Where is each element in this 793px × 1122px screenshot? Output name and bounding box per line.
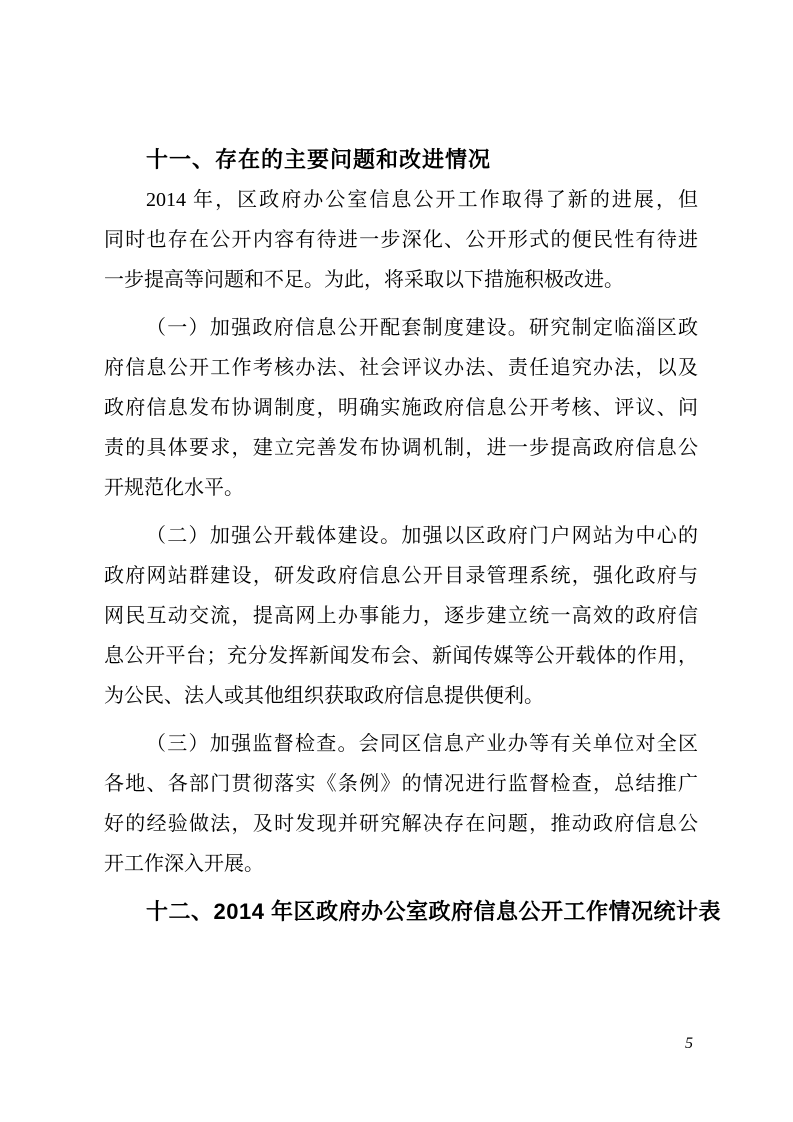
paragraph-line: 开规范化水平。 — [104, 477, 244, 499]
paragraph-line: （一）加强政府信息公开配套制度建设。研究制定临淄区政 — [146, 317, 698, 339]
section-heading-11: 十一、存在的主要问题和改进情况 — [146, 147, 492, 172]
paragraph-line: 开工作深入开展。 — [104, 853, 264, 875]
paragraph-line: 政府网站群建设，研发政府信息公开目录管理系统，强化政府与 — [104, 565, 698, 587]
paragraph-measure-2 — [104, 516, 698, 716]
paragraph-line: 政府信息发布协调制度，明确实施政府信息公开考核、评议、问 — [104, 397, 698, 419]
paragraph-line: 为公民、法人或其他组织获取政府信息提供便利。 — [104, 685, 544, 707]
document-text-block — [104, 140, 722, 932]
paragraph-measure-3 — [104, 724, 698, 884]
paragraph-line: 同时也存在公开内容有待进一步深化、公开形式的便民性有待进 — [104, 229, 698, 251]
paragraph-line: 一步提高等问题和不足。为此，将采取以下措施积极改进。 — [104, 269, 624, 291]
paragraph-line: 各地、各部门贯彻落实《条例》的情况进行监督检查，总结推广 — [104, 773, 698, 795]
page-number: 5 — [685, 1035, 693, 1052]
paragraph-line: 2014 年，区政府办公室信息公开工作取得了新的进展，但 — [146, 189, 698, 211]
paragraph-line: 责的具体要求，建立完善发布协调机制，进一步提高政府信息公 — [104, 437, 698, 459]
paragraph-line: 府信息公开工作考核办法、社会评议办法、责任追究办法，以及 — [104, 357, 698, 379]
paragraph-line: （二）加强公开载体建设。加强以区政府门户网站为中心的 — [146, 525, 698, 547]
paragraph-line: （三）加强监督检查。会同区信息产业办等有关单位对全区 — [146, 733, 698, 755]
section-heading-12: 十二、2014 年区政府办公室政府信息公开工作情况统计表 — [146, 899, 722, 924]
paragraph-line: 息公开平台；充分发挥新闻发布会、新闻传媒等公开载体的作用， — [104, 645, 698, 667]
paragraph-overview — [104, 180, 698, 300]
paragraph-line: 好的经验做法，及时发现并研究解决存在问题，推动政府信息公 — [104, 813, 698, 835]
paragraph-measure-1 — [104, 308, 698, 508]
paragraph-line: 网民互动交流，提高网上办事能力，逐步建立统一高效的政府信 — [104, 605, 698, 627]
